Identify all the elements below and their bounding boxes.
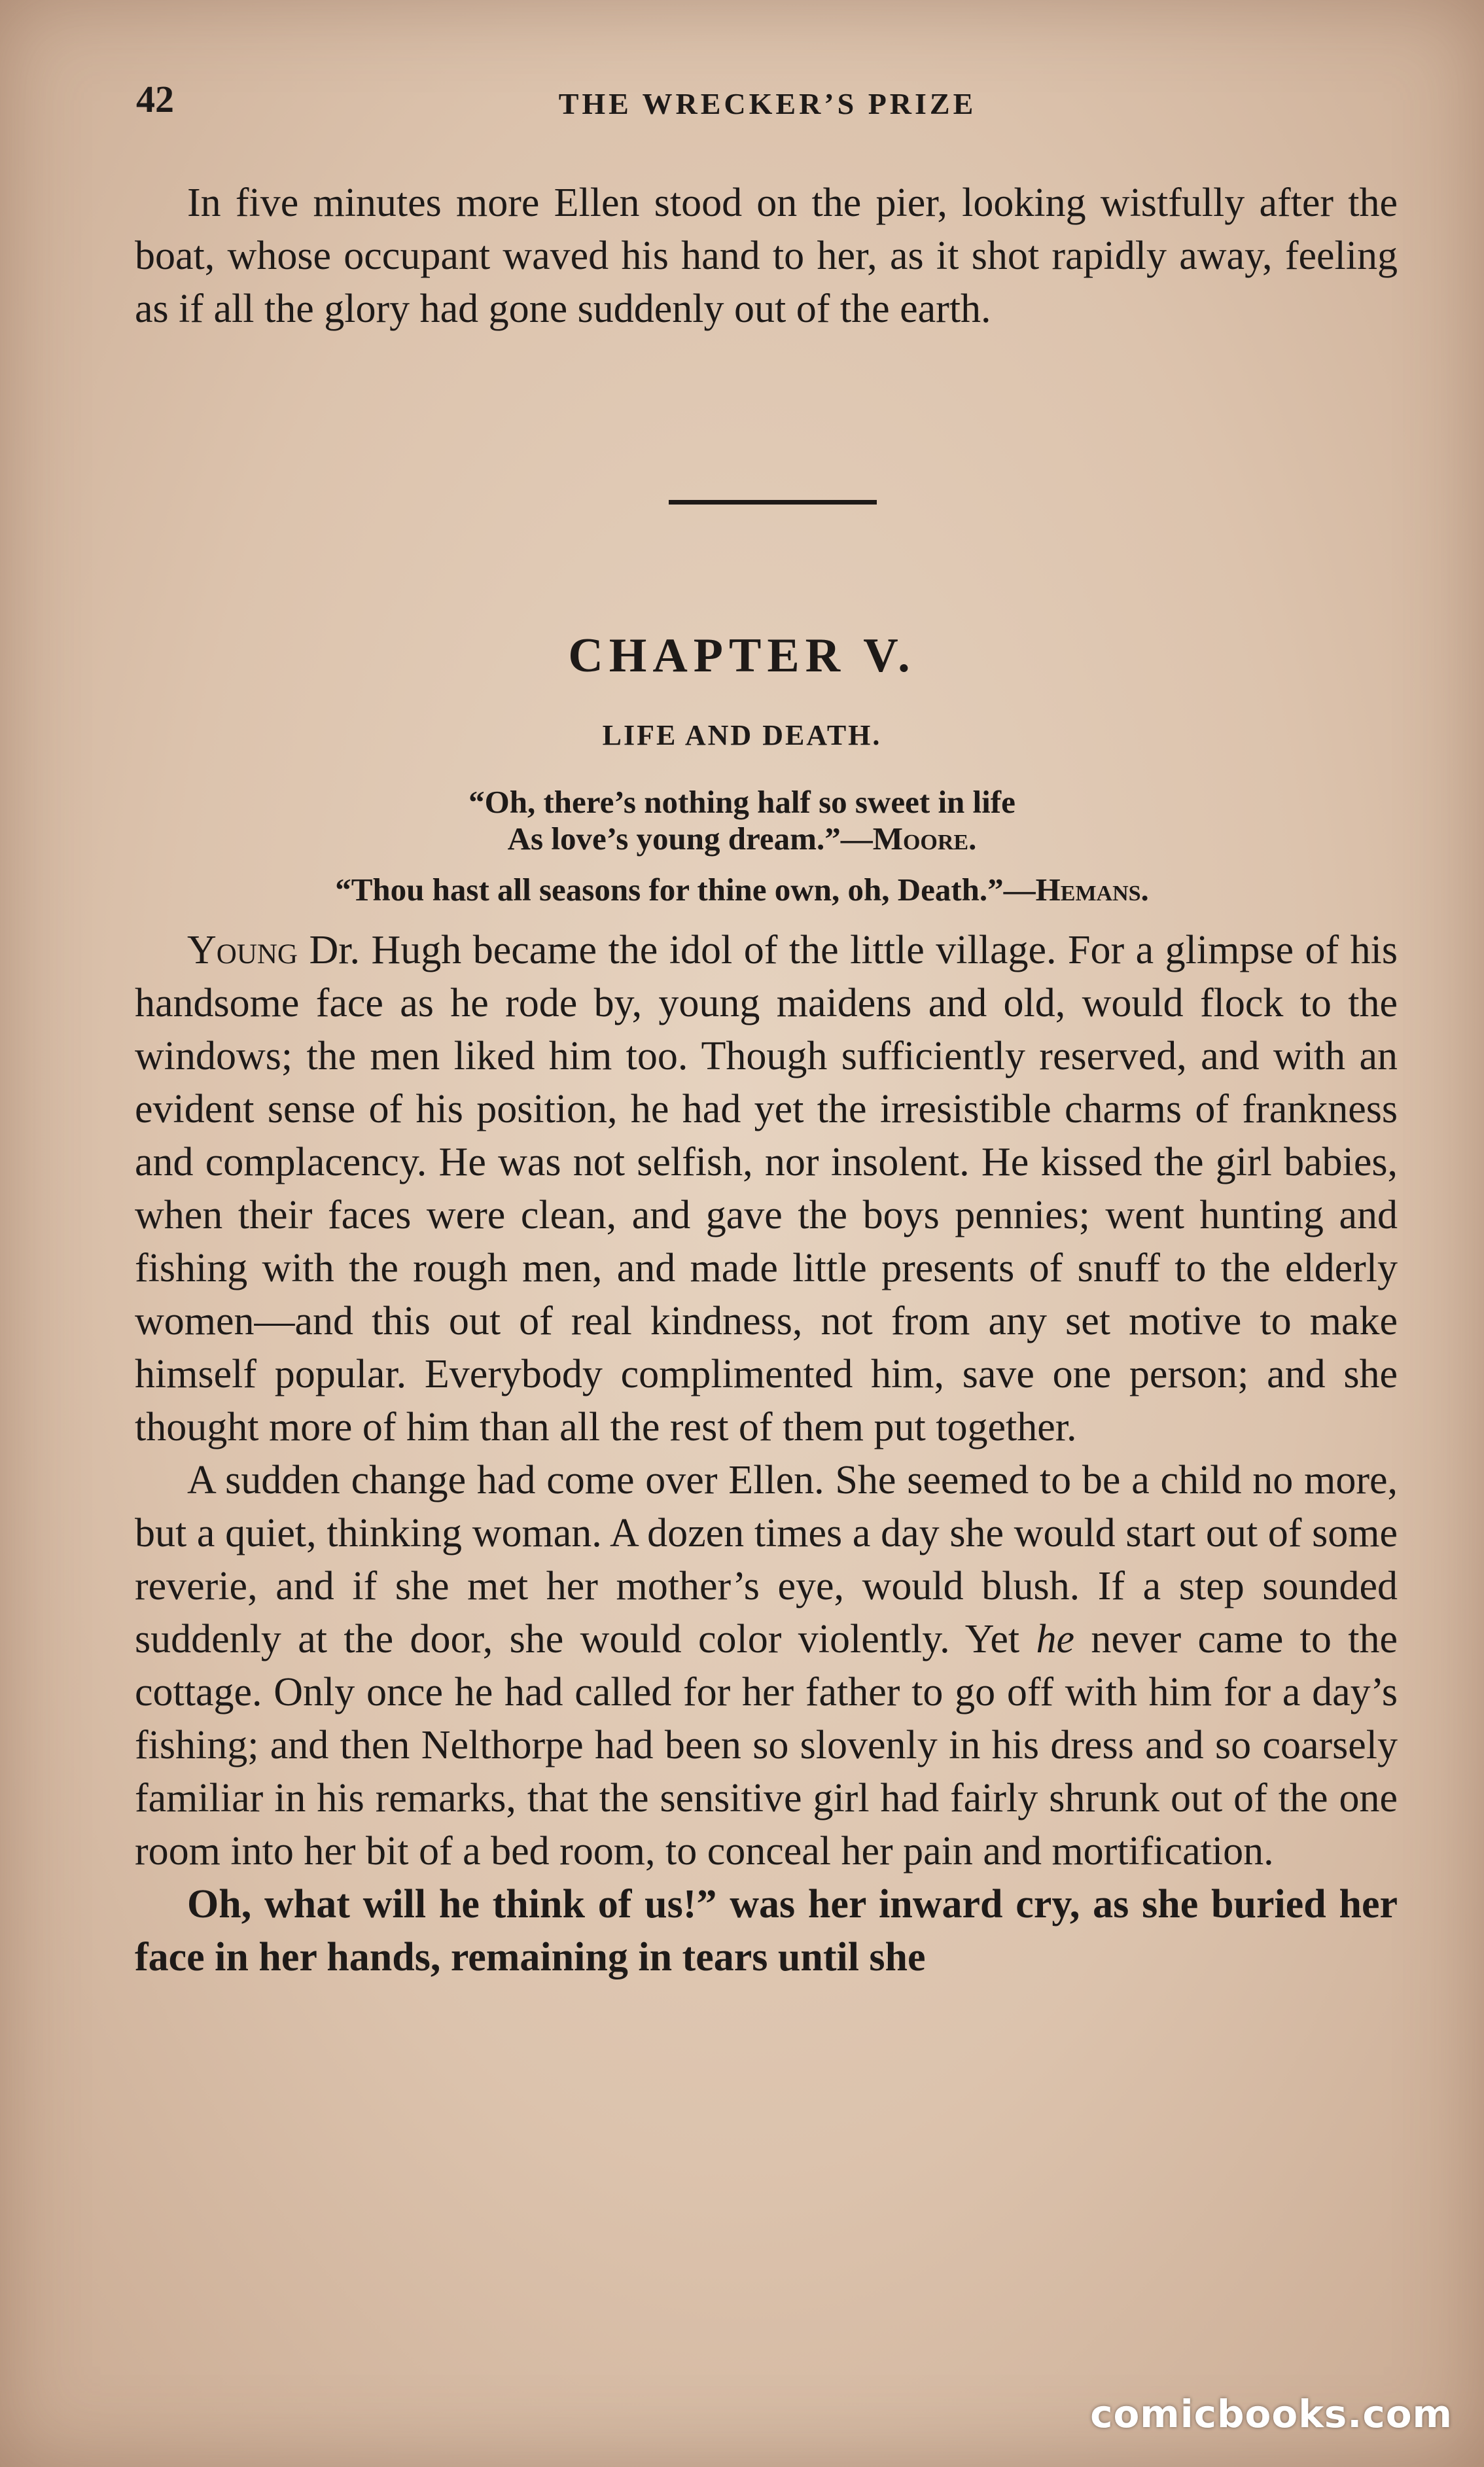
epigraph-text: “Thou hast all seasons for thine own, oh, Death.”— [335,872,1036,908]
body-paragraph [135,924,1398,1454]
body-paragraph: Oh, what will he think of us!” was her inward cry, as she buried her face in her hands, remaining in tears until she [135,1882,1398,1979]
site-watermark: comicbooks.com [1090,2392,1453,2436]
epigraph-line-attributed [0,872,1484,908]
opening-paragraph: In five minutes more Ellen stood on the pier, looking wistfully after the boat, whose occupant waved his hand to her, as it shot rapidly away, feeling as if all the glory had gone suddenly out of the earth. [135,181,1398,331]
epigraph-hemans [0,872,1484,908]
opening-paragraph-block [135,177,1398,336]
section-divider [669,500,877,505]
running-head: THE WRECKER’S PRIZE [558,87,977,120]
paragraph-text: A sudden change had come over Ellen. She seemed to be a child no more, but a quiet, thinking woman. A dozen times a day she would start out of some reverie, and if she met her mother’s eye, would blush. If a step sounded suddenly at the door, she would color violently. Yet [135,1458,1398,1661]
epigraph-line-attributed [0,821,1484,857]
paragraph-text: Dr. Hugh became the idol of the little village. For a glimpse of his handsome face as he rode by, young maidens and old, would flock to the windows; the men liked him too. Though sufficiently reserved, and with an evident sense of his position, he had yet the irresistible charms of frankness and complacency. He was not selfish, nor insolent. He kissed the girl babies, when their faces were clean, and gave the boys pennies; went hunting and fishing with the rough men, and made little presents of snuff to the elderly women—and this out of real kindness, not from any set motive to make himself popular. Everybody complimented him, save one person; and she thought more of him than all the rest of them put together. [135,928,1398,1449]
page-number: 42 [136,78,174,120]
body-paragraph [135,1454,1398,1878]
page-header [136,77,1399,136]
paragraph-text: never came to the cottage. Only once he had called for her father to go off with him for a day’s fishing; and then Nelthorpe had been so slovenly in his dress and so coarsely familiar in his remarks, that the sensitive girl had fairly shrunk out of the one room into her bit of a bed room, to conceal her pain and mortification. [135,1617,1398,1873]
lead-word: Young [187,928,298,972]
emphasized-word: he [1036,1617,1075,1661]
epigraph-moore [0,784,1484,857]
epigraph-line: “Oh, there’s nothing half so sweet in life [468,784,1016,820]
chapter-title: CHAPTER V. [568,629,916,683]
chapter-body [135,924,1398,1984]
epigraph-attribution: Moore. [872,821,977,857]
epigraph-attribution: Hemans. [1035,872,1149,908]
epigraph-text: As love’s young dream.”— [507,821,873,857]
chapter-subtitle: LIFE AND DEATH. [602,719,882,751]
